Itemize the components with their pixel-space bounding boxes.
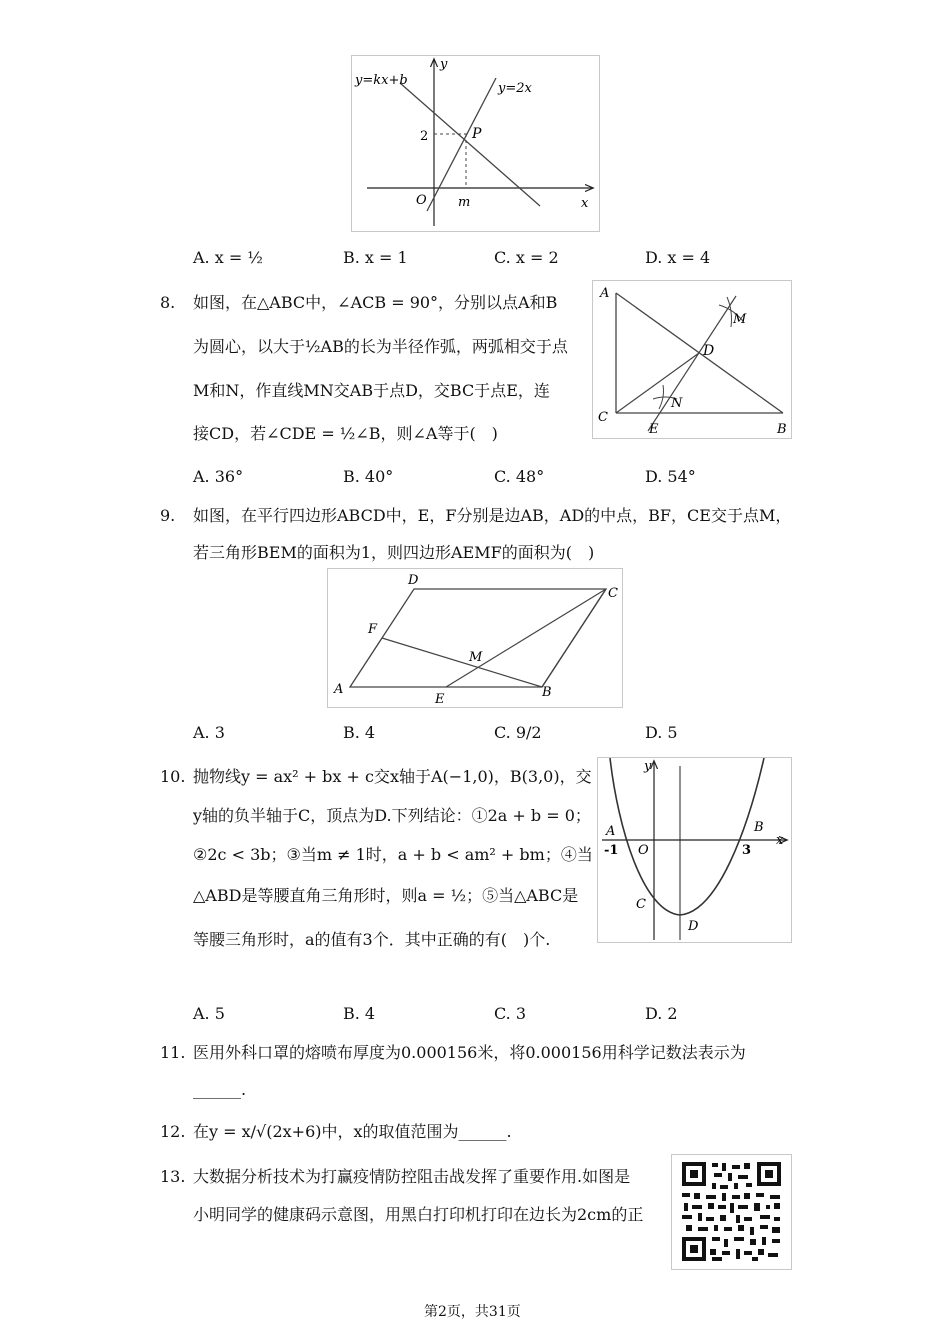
q12-number: 12.: [160, 1122, 186, 1141]
q7-graph: [352, 56, 599, 231]
q7-option-a: A. x = ½: [193, 248, 263, 267]
q10-line-3: ②2c < 3b；③当m ≠ 1时，a + b < am² + bm；④当: [193, 845, 593, 864]
q9-figure: [327, 568, 623, 708]
q10-label-a: A: [606, 824, 616, 839]
q8-label-d: D: [703, 343, 715, 359]
q11-line-1: 医用外科口罩的熔喷布厚度为0.000156米，将0.000156用科学记数法表示为: [193, 1043, 746, 1062]
q8-line-4: 接CD，若∠CDE = ½∠B，则∠A等于( ): [193, 424, 498, 443]
q10-label-c: C: [636, 897, 646, 912]
q8-figure: [592, 280, 792, 439]
q10-option-d: D. 2: [645, 1004, 678, 1023]
q9-option-d: D. 5: [645, 723, 678, 742]
q8-label-c: C: [598, 410, 608, 425]
q10-line-1: 抛物线y = ax² + bx + c交x轴于A(−1,0)，B(3,0)，交: [193, 767, 592, 786]
line-2x: [427, 78, 496, 211]
q9-label-a: A: [334, 682, 344, 697]
q8-line-3: M和N，作直线MN交AB于点D，交BC于点E，连: [193, 381, 550, 400]
q9-number: 9.: [160, 506, 176, 525]
q9-line-1: 如图，在平行四边形ABCD中，E，F分别是边AB，AD的中点，BF，CE交于点M，: [193, 506, 792, 525]
q12-text: 在y = x/√(2x+6)中，x的取值范围为______.: [193, 1122, 512, 1141]
q11-line-2: ______.: [193, 1080, 247, 1099]
q10-option-a: A. 5: [193, 1004, 225, 1023]
q9-label-f: F: [368, 622, 378, 637]
q10-label-d: D: [688, 919, 699, 934]
q9-label-d: D: [408, 573, 419, 588]
label-y: y: [440, 57, 448, 72]
q8-option-c: C. 48°: [494, 467, 545, 486]
label-line1: y=kx+b: [355, 73, 408, 88]
q8-option-b: B. 40°: [343, 467, 394, 486]
q10-label-b: B: [754, 820, 764, 835]
q10-figure: [597, 757, 792, 943]
q9-option-a: A. 3: [193, 723, 225, 742]
q10-option-b: B. 4: [343, 1004, 376, 1023]
q8-line-1: 如图，在△ABC中，∠ACB = 90°，分别以点A和B: [193, 293, 558, 312]
q8-label-a: A: [600, 286, 610, 301]
q7-option-d: D. x = 4: [645, 248, 711, 267]
q8-label-e: E: [649, 422, 659, 437]
label-m: m: [458, 195, 471, 210]
q10-option-c: C. 3: [494, 1004, 527, 1023]
q10-line-2: y轴的负半轴于C，顶点为D.下列结论：①2a + b = 0；: [193, 806, 591, 825]
q9-label-e: E: [435, 692, 445, 707]
q8-number: 8.: [160, 293, 176, 312]
page-footer: 第2页，共31页: [424, 1304, 521, 1320]
q9-option-c: C. 9/2: [494, 723, 542, 742]
q10-label-o: O: [638, 843, 649, 858]
q9-label-c: C: [608, 586, 618, 601]
q10-number: 10.: [160, 767, 186, 786]
q13-number: 13.: [160, 1167, 186, 1186]
q8-line-2: 为圆心，以大于½AB的长为半径作弧，两弧相交于点: [193, 337, 568, 356]
q13-qr-code: [671, 1154, 792, 1270]
q10-label-x: x: [776, 833, 784, 848]
label-x: x: [581, 196, 589, 211]
q7-option-b: B. x = 1: [343, 248, 408, 267]
q13-line-2: 小明同学的健康码示意图，用黑白打印机打印在边长为2cm的正: [193, 1205, 644, 1224]
qr-code-icon: [672, 1155, 791, 1269]
q8-label-b: B: [777, 422, 787, 437]
q8-option-d: D. 54°: [645, 467, 696, 486]
label-2: 2: [420, 129, 429, 144]
q10-line-4: △ABD是等腰直角三角形时，则a = ½；⑤当△ABC是: [193, 886, 579, 905]
q9-line-2: 若三角形BEM的面积为1，则四边形AEMF的面积为( ): [193, 543, 595, 562]
q9-label-m: M: [469, 650, 483, 665]
label-p: P: [472, 126, 482, 142]
q10-parabola: [598, 758, 791, 942]
q9-label-b: B: [542, 685, 552, 700]
q10-label-neg1: -1: [604, 843, 619, 858]
q9-parallelogram: [328, 569, 622, 707]
q7-option-c: C. x = 2: [494, 248, 559, 267]
q10-label-3: 3: [742, 843, 752, 858]
q10-label-y: y: [644, 759, 652, 774]
label-origin: O: [416, 193, 427, 208]
q10-line-5: 等腰三角形时，a的值有3个．其中正确的有( )个.: [193, 930, 551, 949]
q8-label-n: N: [671, 396, 683, 411]
q13-line-1: 大数据分析技术为打赢疫情防控阻击战发挥了重要作用.如图是: [193, 1167, 631, 1186]
q8-triangle: [593, 281, 791, 438]
q8-label-m: M: [733, 312, 747, 327]
q7-figure: [351, 55, 600, 232]
label-line2: y=2x: [498, 81, 532, 96]
q9-option-b: B. 4: [343, 723, 376, 742]
q8-option-a: A. 36°: [193, 467, 244, 486]
q11-number: 11.: [160, 1043, 186, 1062]
